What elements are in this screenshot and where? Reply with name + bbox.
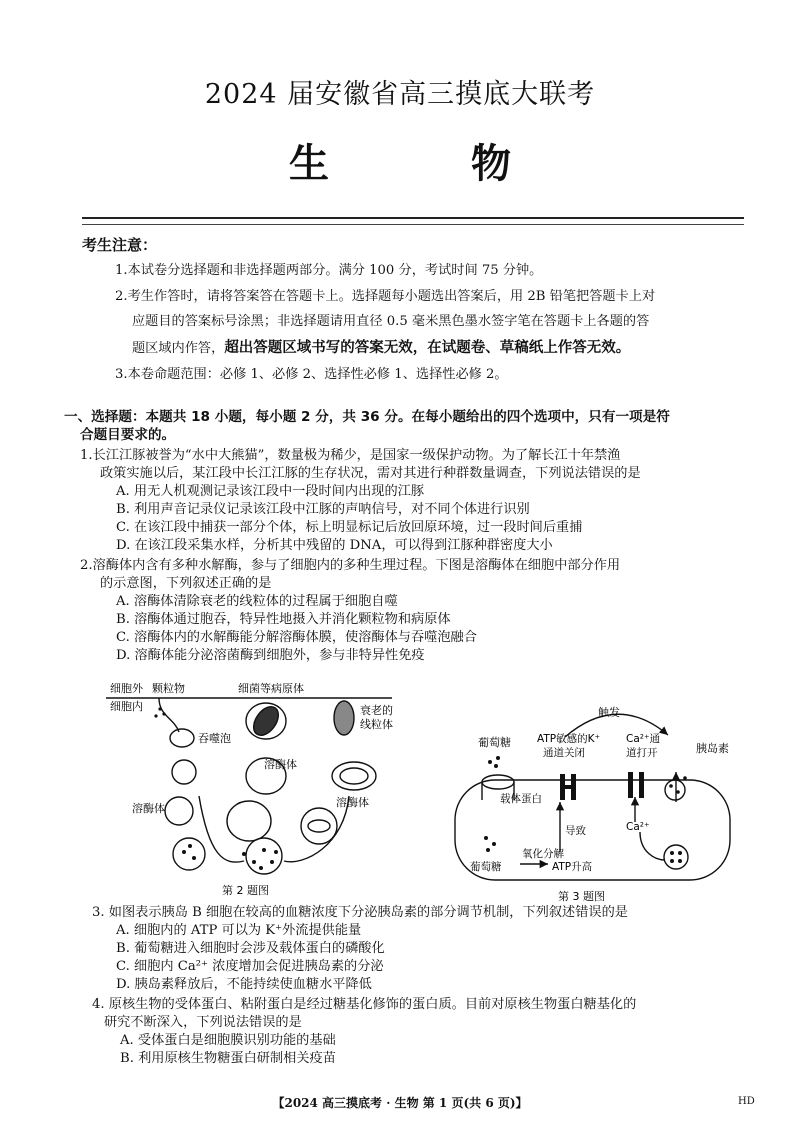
section-header-cont: 合题目要求的。 — [80, 427, 176, 443]
notice-item-2-end: 题区域内作答， — [132, 341, 225, 356]
figure-2-lysosome-diagram — [104, 676, 394, 898]
notice-heading: 考生注意： — [82, 236, 158, 254]
fig3-label-glucose-outside: 葡萄糖 — [478, 736, 511, 749]
fig2-label-lysosome-3: 溶酶体 — [336, 796, 369, 809]
fig2-label-outside: 细胞外 — [110, 682, 143, 695]
q3-option-d: D. 胰岛素释放后，不能持续使血糖水平降低 — [116, 977, 372, 992]
notice-item-2-cont: 应题目的答案标号涂黑；非选择题请用直径 0.5 毫米黑色墨水签字笔在答题卡上各题的答 — [132, 314, 650, 329]
q3-option-b: B. 葡萄糖进入细胞时会涉及载体蛋白的磷酸化 — [116, 941, 385, 956]
fig2-label-particles: 颗粒物 — [152, 682, 185, 695]
fig3-label-ca-ion: Ca²⁺ — [626, 821, 650, 833]
q3-option-a: A. 细胞内的 ATP 可以为 K⁺外流提供能量 — [116, 923, 362, 938]
q2-option-c: C. 溶酶体内的水解酶能分解溶酶体膜，使溶酶体与吞噬泡融合 — [116, 630, 477, 645]
q1-option-c: C. 在该江段中捕获一部分个体，标上明显标记后放回原环境，过一段时间后重捕 — [116, 520, 583, 535]
fig2-label-old-mito-1: 衰老的 — [360, 704, 393, 717]
q2-stem-cont: 的示意图，下列叙述正确的是 — [100, 576, 272, 591]
q3-option-c: C. 细胞内 Ca²⁺ 浓度增加会促进胰岛素的分泌 — [116, 959, 384, 974]
subject-title: 生 物 — [289, 140, 575, 187]
page-footer: 【2024 高三摸底考 · 生物 第 1 页(共 6 页)】 — [272, 1096, 528, 1110]
fig2-label-old-mito-2: 线粒体 — [360, 718, 393, 731]
fig2-label-lysosome-1: 溶酶体 — [264, 758, 297, 771]
corner-mark: HD — [738, 1096, 755, 1107]
q1-stem: 1.长江江豚被誉为“水中大熊猫”，数量极为稀少，是国家一级保护动物。为了解长江十年禁渔 — [80, 448, 621, 463]
q2-stem: 2.溶酶体内含有多种水解酶，参与了细胞内的多种生理过程。下图是溶酶体在细胞中部分作用 — [80, 558, 621, 573]
q1-option-a: A. 用无人机观测记录该江段中一段时间内出现的江豚 — [116, 484, 425, 499]
fig3-label-katp-1: ATP敏感的K⁺ — [537, 733, 601, 745]
fig3-label-insulin: 胰岛素 — [696, 742, 729, 755]
fig3-label-ca-channel-1: Ca²⁺通 — [626, 733, 661, 745]
figure-3-insulin-secretion-diagram — [440, 702, 765, 902]
q1-option-b: B. 利用声音记录仪记录该江段中江豚的声呐信号，对不同个体进行识别 — [116, 502, 530, 517]
fig3-label-katp-2: 通道关闭 — [543, 747, 585, 759]
fig3-caption: 第 3 题图 — [558, 890, 605, 902]
fig2-label-inside: 细胞内 — [110, 700, 143, 713]
fig2-caption: 第 2 题图 — [222, 884, 269, 897]
fig3-label-atp-up: ATP升高 — [552, 861, 593, 873]
q2-option-a: A. 溶酶体清除衰老的线粒体的过程属于细胞自噬 — [116, 594, 398, 609]
fig3-label-carrier: 载体蛋白 — [500, 793, 542, 805]
exam-title: 2024 届安徽省高三摸底大联考 — [204, 79, 596, 110]
fig3-label-ca-channel-2: 道打开 — [626, 747, 658, 759]
section-header: 一、选择题：本题共 18 小题，每小题 2 分，共 36 分。在每小题给出的四个选项中，只有一项是符 — [64, 409, 670, 425]
divider-line — [82, 217, 744, 219]
notice-item-1: 1.本试卷分选择题和非选择题两部分。满分 100 分，考试时间 75 分钟。 — [115, 263, 543, 278]
q3-stem: 3. 如图表示胰岛 B 细胞在较高的血糖浓度下分泌胰岛素的部分调节机制，下列叙述错误的是 — [92, 905, 628, 920]
q4-option-a: A. 受体蛋白是细胞膜识别功能的基础 — [120, 1033, 336, 1048]
fig2-label-lysosome-2: 溶酶体 — [132, 802, 165, 815]
q1-stem-cont: 政策实施以后，某江段中长江江豚的生存状况，需对其进行种群数量调查，下列说法错误的是 — [100, 466, 641, 481]
fig3-label-leads: 导致 — [565, 825, 586, 837]
notice-item-3: 3.本卷命题范围：必修 1、必修 2、选择性必修 1、选择性必修 2。 — [115, 367, 508, 382]
q2-option-d: D. 溶酶体能分泌溶菌酶到细胞外，参与非特异性免疫 — [116, 648, 425, 663]
fig3-label-trigger: 触发 — [598, 706, 620, 719]
fig2-label-bacteria: 细菌等病原体 — [238, 682, 304, 695]
fig3-label-oxidation: 氧化分解 — [522, 848, 564, 860]
fig2-label-phagosome: 吞噬泡 — [198, 732, 231, 745]
q2-option-b: B. 溶酶体通过胞吞，特异性地摄入并消化颗粒物和病原体 — [116, 612, 451, 627]
q4-stem: 4. 原核生物的受体蛋白、粘附蛋白是经过糖基化修饰的蛋白质。目前对原核生物蛋白糖基化的 — [92, 997, 637, 1012]
q1-option-d: D. 在该江段采集水样，分析其中残留的 DNA，可以得到江豚种群密度大小 — [116, 538, 553, 553]
notice-item-2: 2.考生作答时，请将答案答在答题卡上。选择题每小题选出答案后，用 2B 铅笔把答题卡上对 — [115, 289, 656, 304]
notice-emphasis: 超出答题区域书写的答案无效，在试题卷、草稿纸上作答无效。 — [224, 340, 631, 356]
q4-stem-cont: 研究不断深入，下列说法错误的是 — [104, 1015, 302, 1030]
q4-option-b: B. 利用原核生物糖蛋白研制相关疫苗 — [120, 1051, 336, 1066]
fig3-label-glucose-inside: 葡萄糖 — [470, 861, 502, 873]
divider-line-thin — [82, 224, 744, 225]
